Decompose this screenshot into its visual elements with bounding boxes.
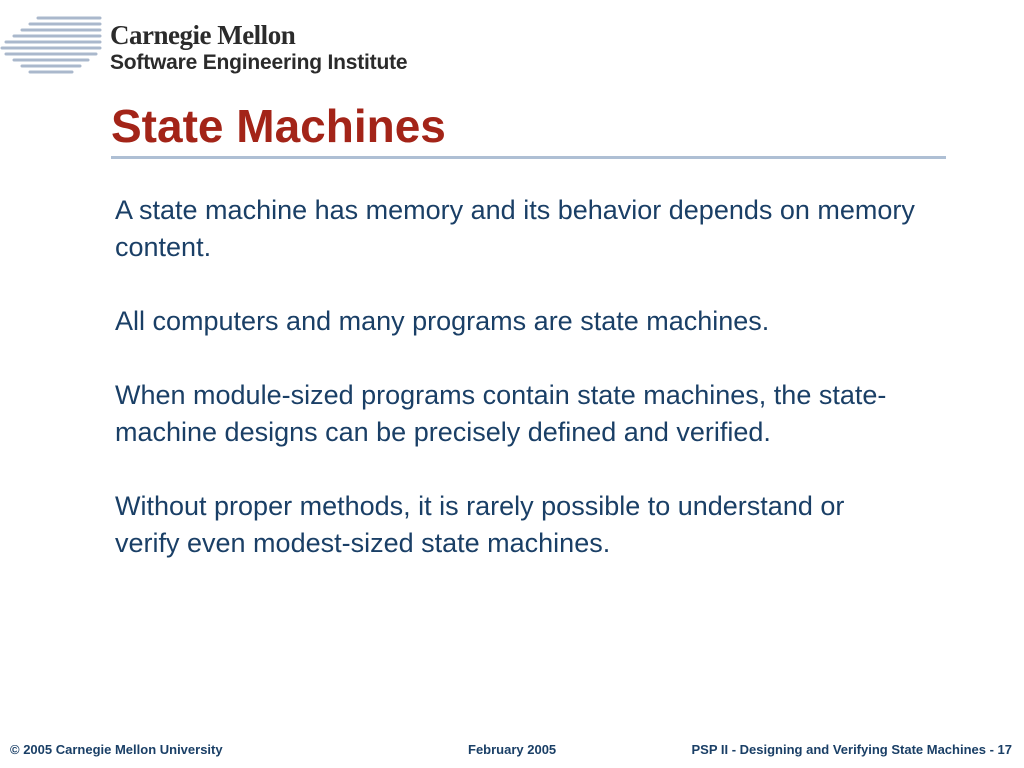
slide-title: State Machines [111,100,446,152]
body-paragraph-1: A state machine has memory and its behavior depends on memory content. [115,195,915,262]
sei-logo-icon [0,14,104,78]
footer-copyright: © 2005 Carnegie Mellon University [10,742,223,757]
body-paragraph-3: When module-sized programs contain state machines, the state-machine designs can be precisely defined and verified. [115,380,887,447]
sei-logo-text [110,20,407,76]
body-paragraph-2: All computers and many programs are state machines. [115,306,770,336]
slide-body [115,192,915,599]
logo-university-name: Carnegie Mellon [110,20,296,50]
title-divider [111,156,946,159]
body-paragraph-4: Without proper methods, it is rarely possible to understand or verify even modest-sized state machines. [115,491,845,558]
footer-page-label: PSP II - Designing and Verifying State Machines - 17 [691,742,1012,757]
footer-date: February 2005 [468,742,557,757]
logo-institute-name: Software Engineering Institute [110,51,408,74]
